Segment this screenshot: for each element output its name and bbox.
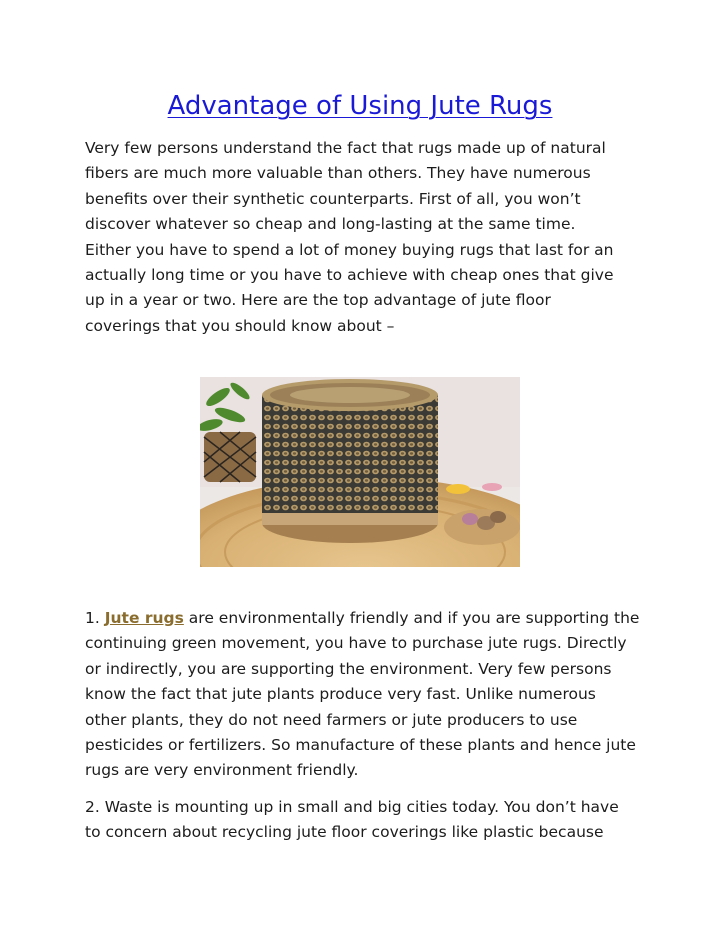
- point-2-paragraph: 2. Waste is mounting up in small and big cities today. You don’t have to concern about recycling jute floor coverings like plastic because: [85, 798, 619, 842]
- point-1-number: 1.: [85, 609, 100, 627]
- intro-paragraph: Very few persons understand the fact that rugs made up of natural fibers are much more valuable than others. They have numerous benefits over their synthetic counterparts. First of all, you won’t discover whatever so cheap and long-lasting at the same time. Either you have to spend a lot of money buying rugs that last for an actually long time or you have to achieve with cheap ones that give up in a year or two. Here are the top advantage of jute floor coverings that you should know about –: [85, 139, 614, 335]
- point-1-paragraph: [85, 606, 640, 784]
- jute-pouf-photo: [200, 377, 520, 567]
- jute-rugs-link[interactable]: Jute rugs: [104, 609, 184, 627]
- point-1-text: are environmentally friendly and if you are supporting the continuing green movement, you have to purchase jute rugs. Directly or indirectly, you are supporting the environment. Very few persons know the fact that jute plants produce very fast. Unlike numerous other plants, they do not need farmers or jute producers to use pesticides or fertilizers. So manufacture of these plants and hence jute rugs are very environment friendly.: [85, 609, 640, 780]
- page-title: Advantage of Using Jute Rugs: [167, 91, 553, 121]
